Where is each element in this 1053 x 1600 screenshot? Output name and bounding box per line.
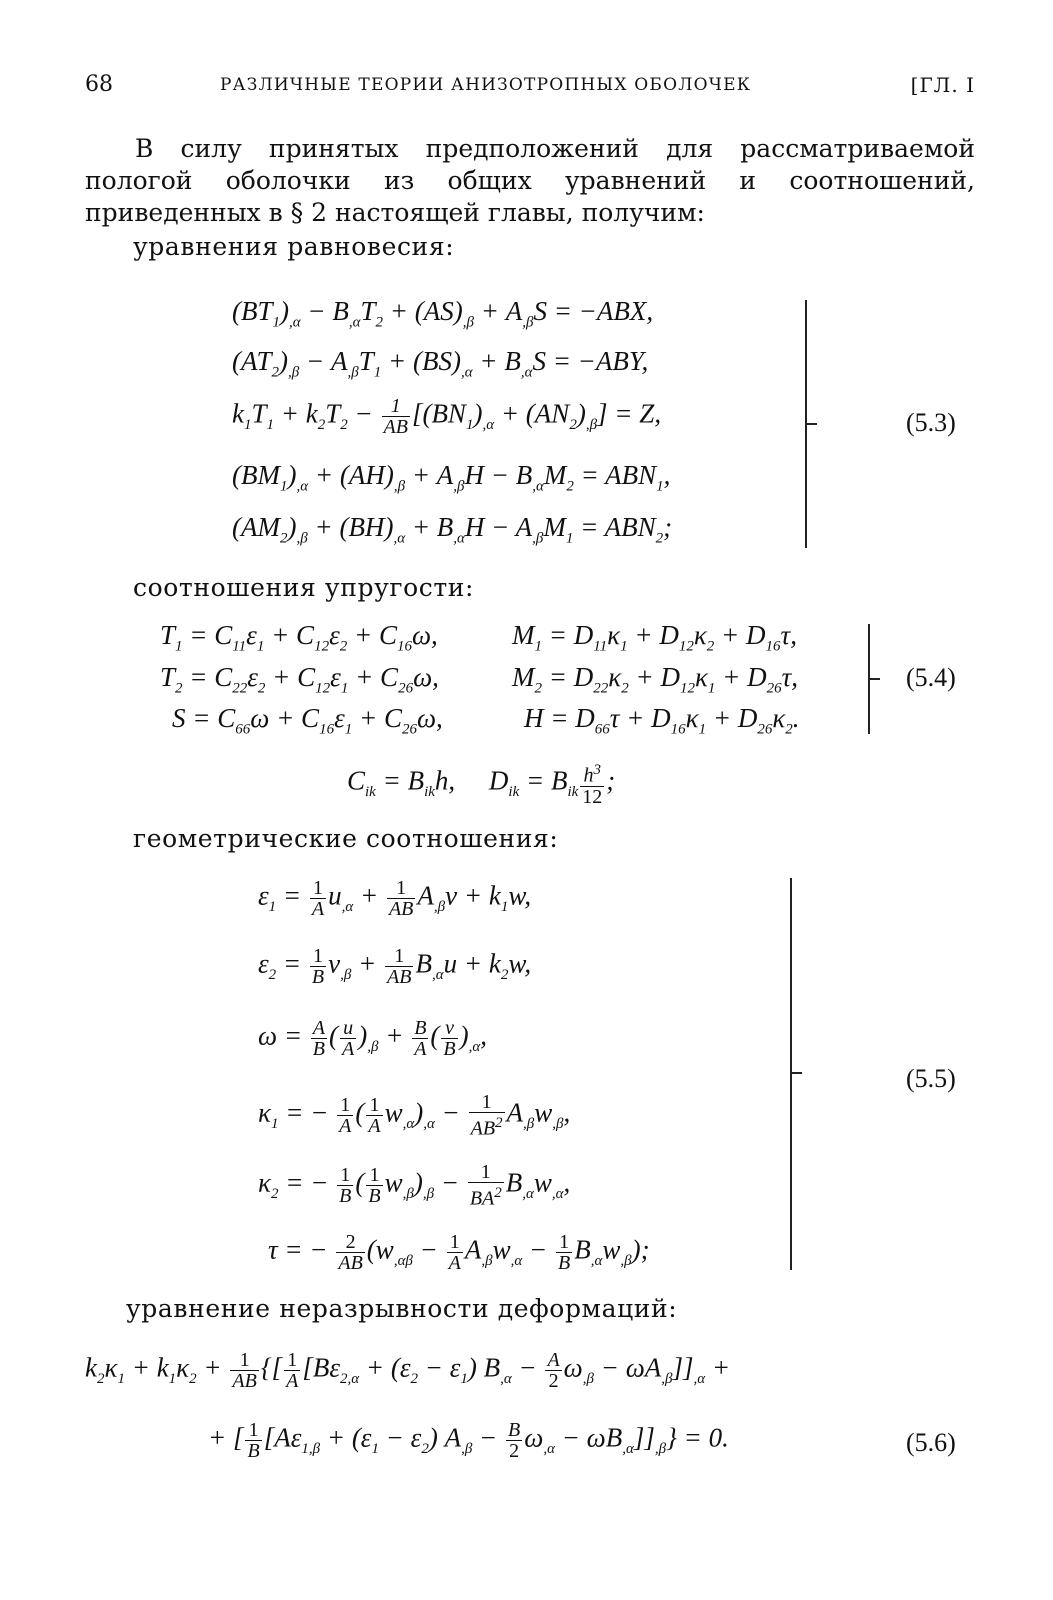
chapter-marker: [ГЛ. I xyxy=(910,73,975,97)
equation-number: (5.4) xyxy=(906,663,956,692)
equation-line: $M_1 = D_{11}\kappa_1 + D_{12}\kappa_2 + D_{16}\tau$, xyxy=(512,620,797,655)
equation-line: + [ $\frac{1}{B}$ [$A\varepsilon_{1,\beta} + (\varepsilon_1 - \varepsilon_2) A_{,\beta}$ − $\frac{B}{2}$ $\omega_{,\alpha} - \omega B_{,\alpha}]]_{,\beta}\} = 0$. xyxy=(208,1419,729,1462)
equation-line: $\varepsilon_1$ = $\frac{1}{A}$ $u_{,\alpha}$ + $\frac{1}{AB}$ $A_{,\beta}v + k_1w$, xyxy=(258,877,532,920)
equation-line: $H = D_{66}\tau + D_{16}\kappa_1 + D_{26}\kappa_2$. xyxy=(524,703,800,738)
equation-line: $\kappa_2$ = − $\frac{1}{B}$ ( $\frac{1}{B}$ $w_{,\beta})_{,\beta}$ − $\frac{1}{BA^2}$ $B_{,\alpha}w_{,\alpha}$, xyxy=(258,1161,571,1210)
equation-line: $C_{ik} = B_{ik}h$, $D_{ik} = B_{ik}$ $\frac{h^3}{12}$ ; xyxy=(347,762,616,808)
brace-tip xyxy=(792,1072,802,1074)
equation-line: $k_2\kappa_1 + k_1\kappa_2$ + $\frac{1}{AB}$ {[ $\frac{1}{A}$ [$B\varepsilon_{2,\alpha} + (\varepsilon_2 - \varepsilon_1) B_{,\alpha}$ − $\frac{A}{2}$ $\omega_{,\beta} - \omega A_{,\beta}]]_{,\alpha}$ + xyxy=(85,1349,731,1392)
equation-line: $\varepsilon_2$ = $\frac{1}{B}$ $v_{,\beta}$ + $\frac{1}{AB}$ $B_{,\alpha}u + k_2w$, xyxy=(258,945,532,988)
intro-paragraph: В силу принятых предположений для рассматриваемой пологой оболочки из общих уравнений и соотношений, приведенных в § 2 настоящей главы, получим: xyxy=(85,134,975,227)
equation-number: (5.6) xyxy=(906,1428,956,1457)
equation-line: $M_2 = D_{22}\kappa_2 + D_{12}\kappa_1 + D_{26}\tau$, xyxy=(512,662,799,697)
equation-line: $(BM_1)_{,\alpha} + (AH)_{,\beta} + A_{,\beta}H - B_{,\alpha}M_2 = ABN_1$, xyxy=(232,460,671,495)
page-number: 68 xyxy=(85,72,113,97)
equation-number: (5.5) xyxy=(906,1064,956,1093)
equation-line: $(BT_1)_{,\alpha} - B_{,\alpha}T_2 + (AS)_{,\beta} + A_{,\beta}S = -ABX$, xyxy=(232,296,654,331)
label-elasticity: соотношения упругости: xyxy=(133,573,475,602)
right-brace xyxy=(790,878,792,1270)
equation-line: $T_1 = C_{11}\varepsilon_1 + C_{12}\varepsilon_2 + C_{16}\omega$, xyxy=(160,620,438,655)
equation-line: $(AM_2)_{,\beta} + (BH)_{,\alpha} + B_{,\alpha}H - A_{,\beta}M_1 = ABN_2$; xyxy=(232,512,673,547)
brace-tip xyxy=(870,678,880,680)
equation-line: $S = C_{66}\omega + C_{16}\varepsilon_1 + C_{26}\omega$, xyxy=(172,703,443,738)
equation-line: $(AT_2)_{,\beta} - A_{,\beta}T_1 + (BS)_{,\alpha} + B_{,\alpha}S = -ABY$, xyxy=(232,346,649,381)
brace-tip xyxy=(807,423,817,425)
equation-line: τ = − $\frac{2}{AB}$ ($w_{,\alpha\beta}$ − $\frac{1}{A}$ $A_{,\beta}w_{,\alpha}$ − $\frac{1}{B}$ $B_{,\alpha}w_{,\beta}$); xyxy=(268,1231,650,1274)
equation-line: ω = $\frac{A}{B}$ ( $\frac{u}{A}$ )$_{,\beta}$ + $\frac{B}{A}$ ( $\frac{v}{B}$ )$_{,\alpha}$, xyxy=(258,1017,488,1060)
running-title: РАЗЛИЧНЫЕ ТЕОРИИ АНИЗОТРОПНЫХ ОБОЛОЧЕК xyxy=(220,75,752,95)
equation-line: $T_2 = C_{22}\varepsilon_2 + C_{12}\varepsilon_1 + C_{26}\omega$, xyxy=(160,662,439,697)
label-geometric: геометрические соотношения: xyxy=(133,824,559,853)
label-compatibility: уравнение неразрывности деформаций: xyxy=(126,1294,678,1323)
label-equilibrium: уравнения равновесия: xyxy=(133,232,455,261)
equation-line: $k_1T_1 + k_2T_2$ − $\frac{1}{AB}$ $[(BN_1)_{,\alpha} + (AN_2)_{,\beta}] = Z$, xyxy=(232,395,662,438)
running-head xyxy=(85,72,975,102)
equation-line: $\kappa_1$ = − $\frac{1}{A}$ ( $\frac{1}{A}$ $w_{,\alpha})_{,\alpha}$ − $\frac{1}{AB^2}$ $A_{,\beta}w_{,\beta}$, xyxy=(258,1091,571,1140)
equation-number: (5.3) xyxy=(906,408,956,437)
